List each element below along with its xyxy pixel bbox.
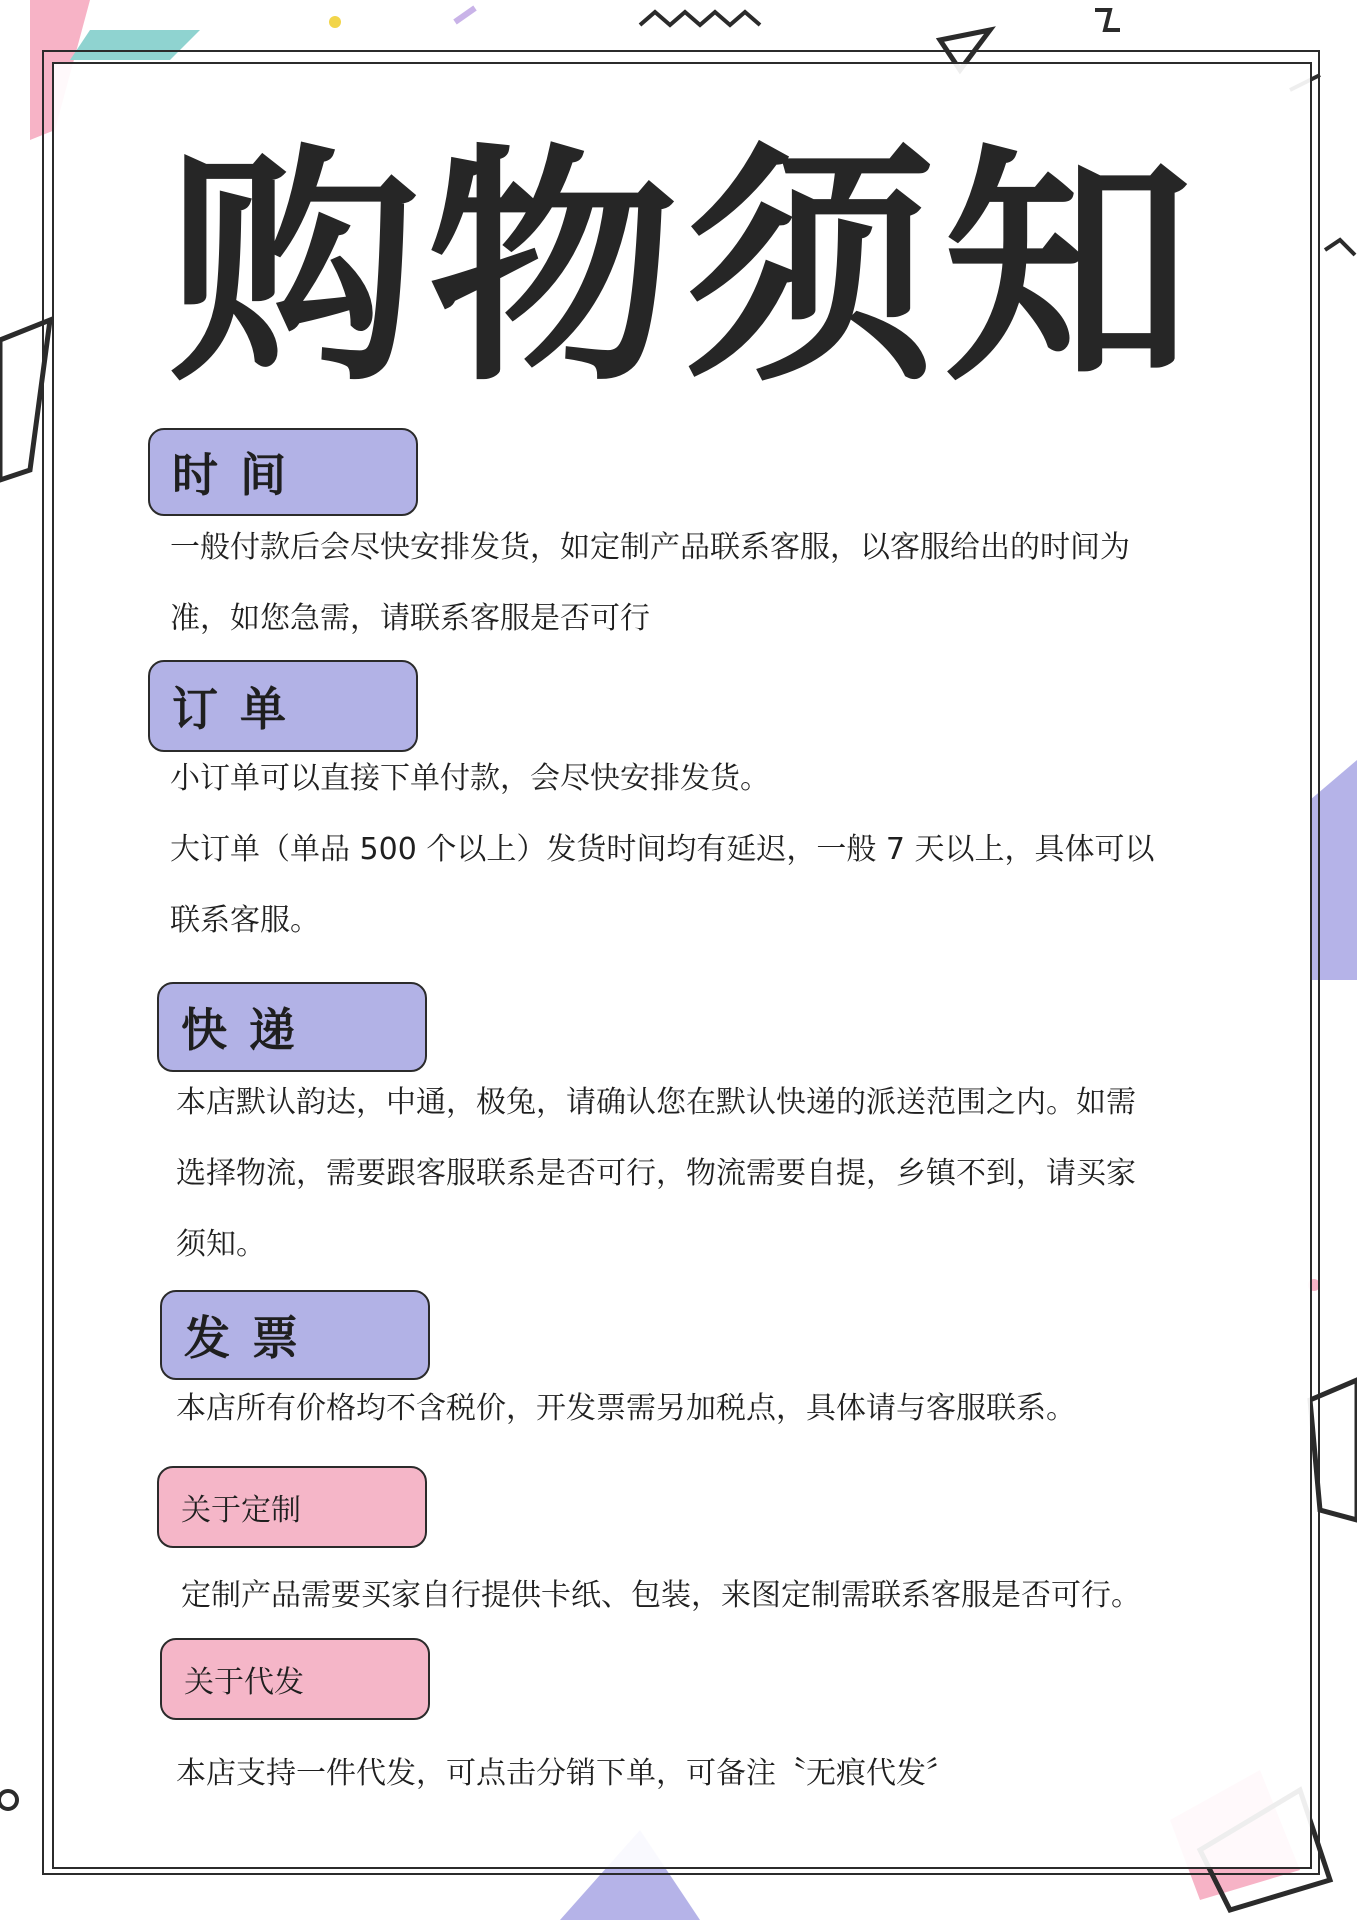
text-line: 本店支持一件代发，可点击分销下单，可备注〝无痕代发〞: [176, 1756, 956, 1791]
section-body-order: [170, 743, 1270, 956]
text-line: 小订单可以直接下单付款，会尽快安排发货。: [170, 761, 770, 796]
section-heading-time: 时间: [148, 428, 418, 516]
text-line: 联系客服。: [170, 903, 320, 938]
text-line: 本店所有价格均不含税价，开发票需另加税点，具体请与客服联系。: [176, 1391, 1076, 1426]
page-title: 购物须知: [169, 124, 1201, 415]
text-line: 本店默认韵达，中通，极兔，请确认您在默认快递的派送范围之内。如需: [176, 1085, 1136, 1120]
section-body-customization: [181, 1560, 1281, 1631]
section-heading-express: 快递: [157, 982, 427, 1072]
text-line: 定制产品需要买家自行提供卡纸、包装，来图定制需联系客服是否可行。: [181, 1578, 1141, 1613]
section-body-invoice: [176, 1373, 1276, 1444]
section-heading-order: 订单: [148, 660, 418, 752]
text-line: 大订单（单品 500 个以上）发货时间均有延迟，一般 7 天以上，具体可以: [170, 832, 1155, 867]
text-line: 准，如您急需，请联系客服是否可行: [170, 601, 650, 636]
text-line: 选择物流，需要跟客服联系是否可行，物流需要自提，乡镇不到，请买家: [176, 1156, 1136, 1191]
section-heading-customization: 关于定制: [157, 1466, 427, 1548]
section-heading-invoice: 发票: [160, 1290, 430, 1380]
text-line: 须知。: [176, 1227, 266, 1262]
section-body-express: [176, 1067, 1276, 1280]
section-body-time: [170, 512, 1270, 654]
section-heading-dropshipping: 关于代发: [160, 1638, 430, 1720]
section-body-dropshipping: [176, 1738, 1276, 1809]
text-line: 一般付款后会尽快安排发货，如定制产品联系客服，以客服给出的时间为: [170, 530, 1130, 565]
